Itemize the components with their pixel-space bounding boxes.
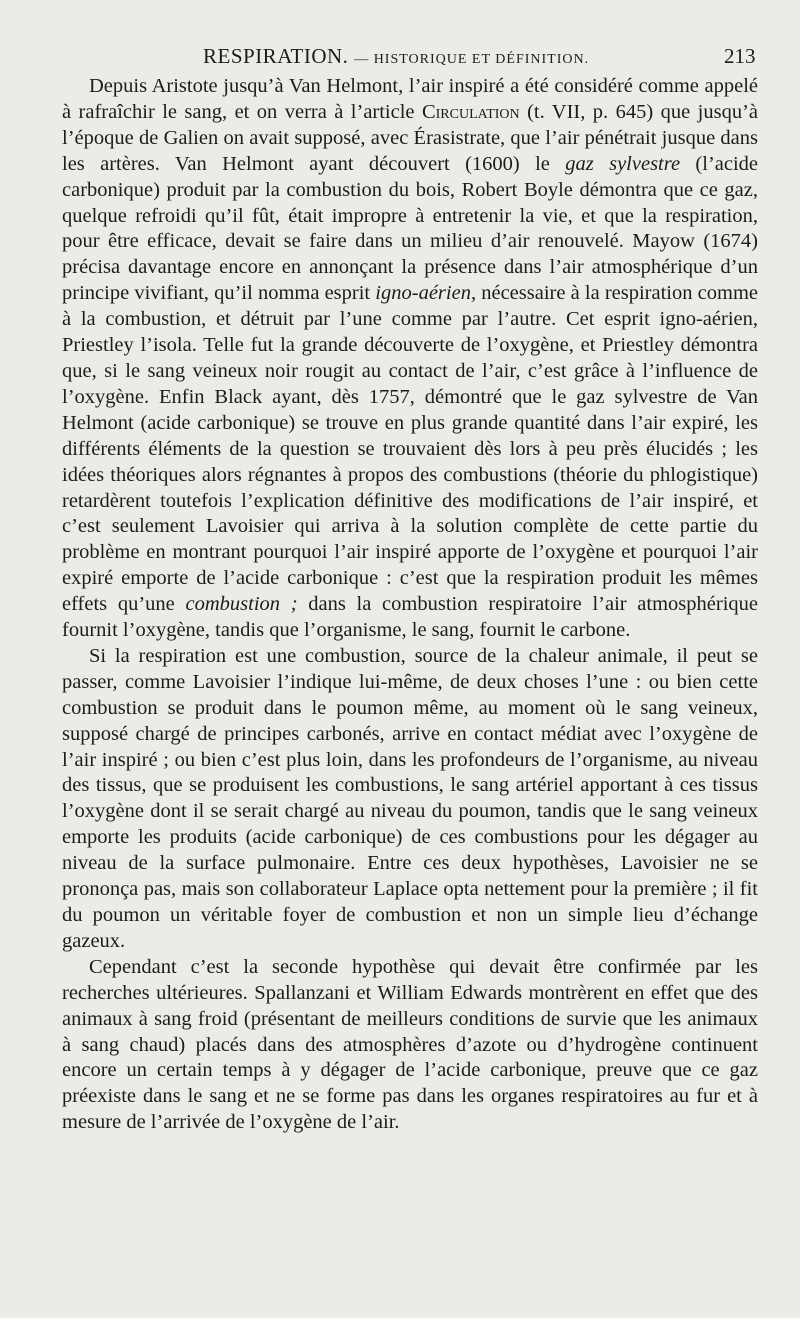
- italic-term-gaz-sylvestre: gaz sylvestre: [565, 152, 681, 175]
- paragraph-3: Cependant c’est la seconde hypothèse qui devait être confirmée par les recherches ultérieures. Spallanzani et William Edwards montrèrent en effet que des animaux à sang froid (présentant de meilleurs conditions de survie que les animaux à sang chaud) placés dans des atmosphères d’azote ou d’hydrogène continuent encore un certain temps à y dégager de l’acide carbonique, preuve que ce gaz préexiste dans le sang et ne se forme pas dans les organes respiratoires au fur et à mesure de l’arrivée de l’oxygène de l’air.: [62, 955, 758, 1134]
- body-text: [62, 74, 758, 1136]
- chapter-title: RESPIRATION.: [203, 44, 349, 68]
- paragraph-2: Si la respiration est une combustion, source de la chaleur animale, il peut se passer, comme Lavoisier l’indique lui-même, de deux choses l’une : ou bien cette combustion se produit dans le poumon même, au moment où le sang veineux, supposé chargé de principes carbonés, arrive en contact médiat avec l’oxygène de l’air inspiré ; ou bien c’est plus loin, dans les profondeurs de l’organisme, au niveau des tissus, que se produisent les combustions, le sang artériel apportant à ces tissus l’oxygène dont il se serait chargé au niveau du poumon, tandis que le sang veineux emporte les produits (acide carbonique) de ces combustions pour les dégager au niveau de la surface pulmonaire. Entre ces deux hypothèses, Lavoisier ne se prononça pas, mais son collaborateur Laplace opta nettement pour la première ; il fit du poumon un véritable foyer de combustion et non un simple lieu d’échange gazeux.: [62, 644, 758, 952]
- running-header: [0, 44, 800, 74]
- article-reference: Circulation: [421, 100, 520, 123]
- paragraph-1-text-e: dans la combustion respiratoire l’air atmosphérique fournit l’oxygène, tandis que l’organisme, le sang, fournit le carbone.: [62, 593, 758, 642]
- paragraph-1: [62, 74, 758, 644]
- paragraph-1-text-d: nécessaire à la respiration comme à la combustion, et détruit par l’une comme par l’autre. Cet esprit igno-aérien, Priestley l’isola. Telle fut la grande découverte de l’oxygène, et Priestley démontra que, si le sang veineux noir rougit au contact de l’air, c’est grâce à l’influence de l’oxygène. Enfin Black ayant, dès 1757, démontré que le gaz sylvestre de Van Helmont (acide carbonique) se trouve en plus grande quantité dans l’air expiré, les différents éléments de la question se trouvaient dès lors à peu près élucidés ; les idées théoriques alors régnantes à propos des combustions (théorie du phlogistique) retardèrent toutefois l’explication définitive des modifications de l’air inspiré, et c’est seulement Lavoisier qui arriva à la solution complète de cette partie du problème en montrant pourquoi l’air inspiré apporte de l’oxygène et pourquoi l’air expiré emporte de l’acide carbonique : c’est que la respiration produit les mêmes effets qu’une: [62, 282, 758, 616]
- page-number: 213: [724, 44, 756, 68]
- paragraph-1-text-c: (l’acide carbonique) produit par la combustion du bois, Robert Boyle démontra que ce gaz, quelque refroidi qu’il fût, était impropre à entretenir la vie, et que la respiration, pour être efficace, devait se faire dans un milieu d’air renouvelé. Mayow (1674) précisa davantage encore en annonçant la présence dans l’air atmosphérique d’un principe vivifiant, qu’il nomma esprit: [62, 152, 759, 305]
- section-subtitle: — HISTORIQUE ET DÉFINITION.: [354, 52, 590, 67]
- paragraph-1-text-b: (t. VII, p. 645) que jusqu’à l’époque de Galien on avait supposé, avec Érasistrate, que l’air pénétrait jusque dans les artères. Van Helmont ayant découvert (1600) le: [62, 100, 758, 175]
- italic-term-combustion: combustion ;: [185, 593, 298, 616]
- italic-term-igno-aerien: igno-aérien,: [375, 282, 477, 305]
- running-title: [203, 44, 589, 69]
- paragraph-1-text-a: Depuis Aristote jusqu’à Van Helmont, l’air inspiré a été considéré comme appelé à rafraîchir le sang, et on verra à l’article: [62, 75, 758, 123]
